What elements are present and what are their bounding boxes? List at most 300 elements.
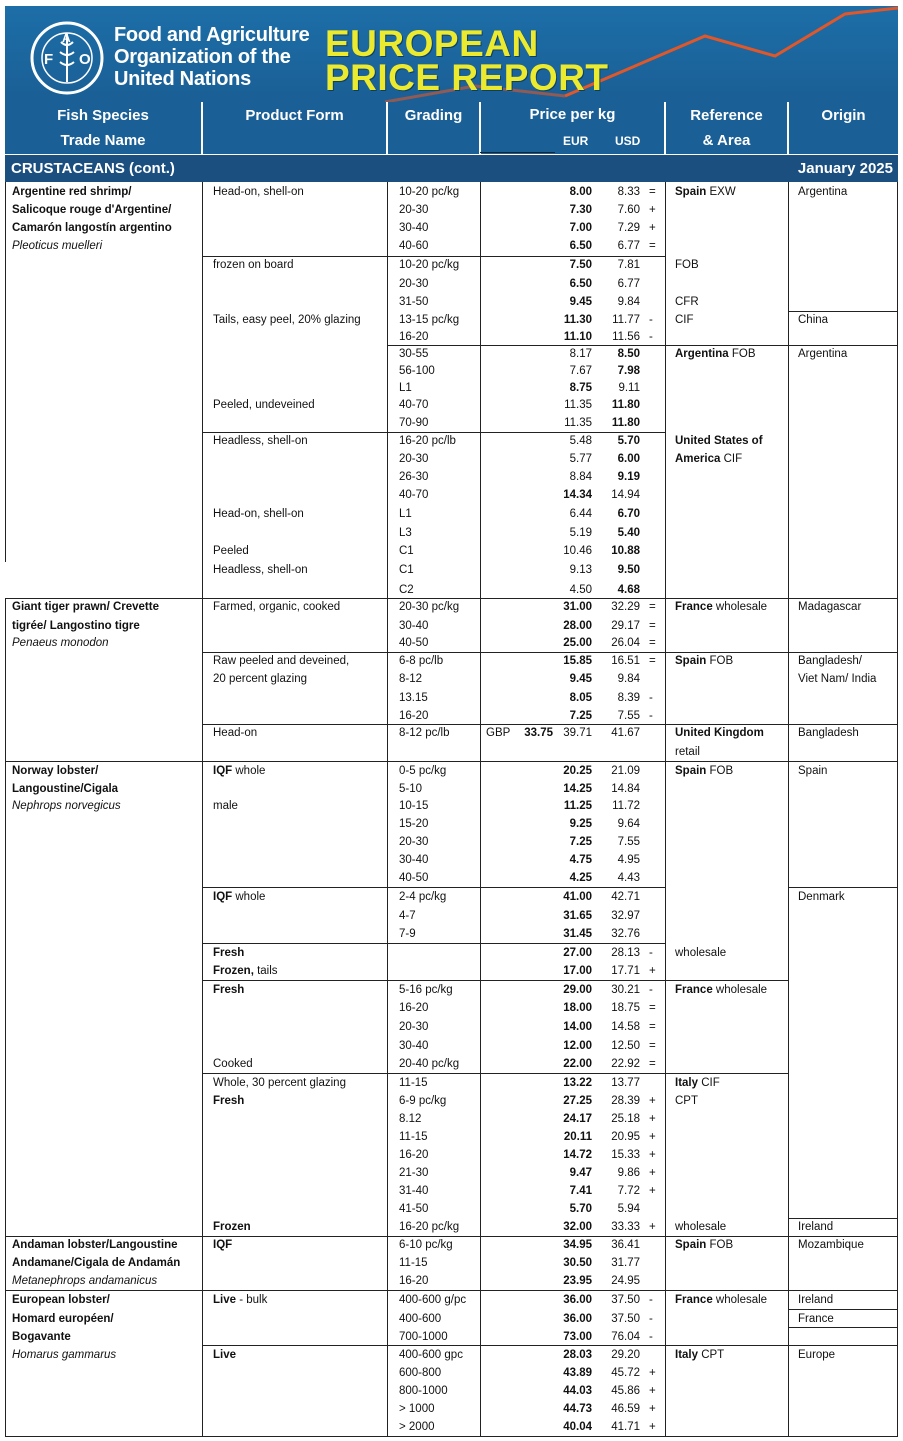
trend-marker: + — [649, 1221, 656, 1233]
price-usd: 32.29 — [611, 601, 640, 613]
price-eur: 44.73 — [563, 1403, 592, 1415]
price-usd: 11.77 — [612, 314, 640, 326]
grading: 8-12 — [399, 673, 423, 685]
price-usd: 41.67 — [611, 727, 640, 739]
product-form: Head-on — [213, 727, 258, 739]
product-form: Peeled — [213, 545, 249, 557]
grading: 6-10 pc/kg — [399, 1239, 453, 1251]
grading: 40-70 — [399, 489, 429, 501]
origin: Europe — [798, 1349, 836, 1361]
price-usd: 4.95 — [617, 854, 640, 866]
price-eur: 13.22 — [563, 1077, 592, 1089]
trend-marker: = — [649, 620, 656, 632]
price-eur: 11.10 — [563, 331, 592, 343]
species-name: Norway lobster/ — [12, 765, 99, 777]
price-eur: 31.00 — [563, 601, 592, 613]
price-eur: 4.50 — [569, 584, 592, 596]
grading: 30-40 — [399, 222, 429, 234]
price-usd: 20.95 — [611, 1131, 640, 1143]
price-eur: 25.00 — [563, 637, 592, 649]
species-name: Salicoque rouge d'Argentine/ — [12, 204, 172, 216]
species-name: Homard européen/ — [12, 1313, 114, 1325]
product-form: IQF whole — [213, 765, 266, 777]
price-eur: 11.35 — [564, 399, 592, 411]
price-eur: 73.00 — [563, 1331, 592, 1343]
grading: 2-4 pc/kg — [399, 891, 447, 903]
price-usd: 6.77 — [617, 278, 640, 290]
grading: 600-800 — [399, 1367, 442, 1379]
price-eur: 43.89 — [563, 1367, 592, 1379]
price-eur: 9.47 — [569, 1167, 592, 1179]
reference-area: CPT — [675, 1095, 698, 1107]
trend-marker: - — [649, 314, 653, 326]
price-eur: 32.00 — [563, 1221, 592, 1233]
grading: 6-9 pc/kg — [399, 1095, 447, 1107]
price-eur: 5.77 — [569, 453, 592, 465]
origin: Denmark — [798, 891, 845, 903]
price-usd: 7.81 — [617, 259, 640, 271]
report-banner — [5, 6, 898, 102]
price-usd: 45.86 — [611, 1385, 640, 1397]
price-usd: 18.75 — [611, 1002, 640, 1014]
reference-area: FOB — [675, 259, 699, 271]
price-eur: 7.67 — [569, 365, 592, 377]
grading: L3 — [399, 527, 412, 539]
product-form: Peeled, undeveined — [213, 399, 315, 411]
product-form: IQF — [213, 1239, 233, 1251]
price-eur: 36.00 — [563, 1313, 592, 1325]
trend-marker: = — [649, 186, 656, 198]
grading: 700-1000 — [399, 1331, 448, 1343]
product-form: Head-on, shell-on — [213, 508, 304, 520]
price-usd: 9.50 — [617, 564, 640, 576]
price-eur: 8.75 — [569, 382, 592, 394]
species-name: Bogavante — [12, 1331, 71, 1343]
header-origin: Origin — [821, 107, 866, 124]
trend-marker: + — [649, 1367, 656, 1379]
price-usd: 6.00 — [617, 453, 640, 465]
species-name: Camarón langostín argentino — [12, 222, 172, 234]
trend-marker: + — [649, 965, 656, 977]
price-eur: 9.45 — [569, 673, 592, 685]
product-form: Live - bulk — [213, 1294, 268, 1306]
price-eur: 14.25 — [563, 783, 592, 795]
grading: 11-15 — [399, 1257, 428, 1269]
price-eur: 14.34 — [563, 489, 592, 501]
reference-area: America CIF — [675, 453, 743, 465]
header-reference: Reference — [690, 107, 763, 124]
grading: 70-90 — [399, 417, 429, 429]
grading: 30-40 — [399, 1040, 429, 1052]
price-eur: 9.25 — [569, 818, 592, 830]
origin: Argentina — [798, 348, 848, 360]
reference-area: CIF — [675, 314, 694, 326]
price-usd: 29.20 — [611, 1349, 640, 1361]
price-eur: 10.46 — [563, 545, 592, 557]
price-usd: 45.72 — [611, 1367, 640, 1379]
origin: Argentina — [798, 186, 848, 198]
price-usd: 4.68 — [617, 584, 640, 596]
price-usd: 9.84 — [617, 296, 640, 308]
price-usd: 4.43 — [617, 872, 640, 884]
grading: 20-30 — [399, 278, 429, 290]
price-usd: 25.18 — [611, 1113, 640, 1125]
price-eur: 17.00 — [563, 965, 592, 977]
price-usd: 41.71 — [611, 1421, 640, 1433]
reference-area: Spain EXW — [675, 186, 736, 198]
trend-marker: + — [649, 1095, 656, 1107]
price-usd: 7.55 — [617, 710, 640, 722]
trend-marker: = — [649, 655, 656, 667]
org-name-line3: United Nations — [114, 68, 251, 90]
product-form: Fresh — [213, 1095, 245, 1107]
grading: 20-30 — [399, 836, 429, 848]
price-usd: 37.50 — [611, 1313, 640, 1325]
price-eur: 8.00 — [569, 186, 592, 198]
price-usd: 22.92 — [611, 1058, 640, 1070]
price-usd: 33.33 — [611, 1221, 640, 1233]
price-eur: 7.00 — [569, 222, 592, 234]
price-eur: 8.05 — [569, 692, 592, 704]
price-usd: 9.19 — [617, 471, 640, 483]
grading: 21-30 — [399, 1167, 429, 1179]
price-usd: 5.94 — [617, 1203, 640, 1215]
svg-text:A: A — [62, 31, 71, 45]
section-bar — [5, 155, 898, 182]
grading: 10-15 — [399, 800, 429, 812]
price-usd: 76.04 — [611, 1331, 640, 1343]
price-eur: 11.35 — [564, 417, 592, 429]
origin: Ireland — [798, 1221, 834, 1233]
reference-area: United States of — [675, 435, 763, 447]
price-eur: 9.45 — [569, 296, 592, 308]
price-usd: 9.84 — [617, 673, 640, 685]
header-area: & Area — [702, 132, 751, 149]
origin: France — [798, 1313, 834, 1325]
price-usd: 6.70 — [617, 508, 640, 520]
reference-area: retail — [675, 746, 700, 758]
grading: 400-600 — [399, 1313, 442, 1325]
grading: 40-70 — [399, 399, 429, 411]
price-usd: 7.72 — [617, 1185, 640, 1197]
grading: 13-15 pc/kg — [399, 314, 460, 326]
trend-marker: + — [649, 1131, 656, 1143]
report-title-line1: EUROPEAN — [325, 23, 539, 64]
price-eur: 29.00 — [563, 984, 592, 996]
product-form: IQF whole — [213, 891, 266, 903]
price-eur: 34.95 — [563, 1239, 592, 1251]
product-form: Tails, easy peel, 20% glazing — [213, 314, 361, 326]
price-eur: 27.25 — [563, 1095, 592, 1107]
header-product-form: Product Form — [245, 107, 344, 124]
price-usd: 7.29 — [617, 222, 640, 234]
org-name-line1: Food and Agriculture — [114, 24, 310, 46]
grading: 40-50 — [399, 637, 429, 649]
price-eur: 20.25 — [563, 765, 592, 777]
reference-area: Spain FOB — [675, 765, 734, 777]
grading: 0-5 pc/kg — [399, 765, 447, 777]
trend-marker: - — [649, 947, 653, 959]
price-usd: 10.88 — [611, 545, 640, 557]
grading: > 1000 — [399, 1403, 435, 1415]
price-eur: 5.19 — [569, 527, 592, 539]
price-usd: 7.98 — [617, 365, 640, 377]
species-name: Metanephrops andamanicus — [12, 1275, 158, 1287]
price-usd: 32.97 — [611, 910, 640, 922]
price-eur: 31.65 — [563, 910, 592, 922]
price-usd: 13.77 — [611, 1077, 640, 1089]
trend-marker: = — [649, 601, 656, 613]
grading: 16-20 — [399, 1275, 429, 1287]
reference-area: Spain FOB — [675, 1239, 734, 1251]
grading: 16-20 pc/kg — [399, 1221, 460, 1233]
price-usd: 37.50 — [611, 1294, 640, 1306]
price-eur: 8.84 — [569, 471, 592, 483]
trend-marker: = — [649, 637, 656, 649]
price-usd: 14.58 — [611, 1021, 640, 1033]
grading: 10-20 pc/kg — [399, 186, 460, 198]
grading: 30-55 — [399, 348, 429, 360]
grading: 10-20 pc/kg — [399, 259, 460, 271]
grading: 11-15 — [399, 1077, 428, 1089]
price-usd: 29.17 — [611, 620, 640, 632]
svg-text:O: O — [79, 51, 91, 68]
origin: Bangladesh/ — [798, 655, 862, 667]
trend-marker: - — [649, 331, 653, 343]
price-usd: 46.59 — [611, 1403, 640, 1415]
trend-marker: + — [649, 1113, 656, 1125]
product-form: Whole, 30 percent glazing — [213, 1077, 346, 1089]
price-usd: 11.80 — [611, 417, 640, 429]
header-grading: Grading — [404, 107, 463, 124]
species-name: Andamane/Cigala de Andamán — [12, 1257, 181, 1269]
price-eur: 36.00 — [563, 1294, 592, 1306]
price-usd: 5.70 — [617, 435, 640, 447]
species-name: Homarus gammarus — [12, 1349, 117, 1361]
species-name: Argentine red shrimp/ — [12, 186, 132, 198]
product-form: Headless, shell-on — [213, 564, 308, 576]
svg-text:F: F — [44, 51, 54, 68]
price-eur: 4.25 — [569, 872, 592, 884]
price-eur: 5.48 — [569, 435, 592, 447]
price-usd: 30.21 — [611, 984, 640, 996]
trend-marker: + — [649, 1403, 656, 1415]
price-eur: 14.72 — [563, 1149, 592, 1161]
price-eur: 27.00 — [563, 947, 592, 959]
price-eur: 18.00 — [563, 1002, 592, 1014]
price-eur: 28.03 — [563, 1349, 592, 1361]
grading: 20-30 — [399, 453, 429, 465]
reference-area: Italy CPT — [675, 1349, 725, 1361]
grading: 56-100 — [399, 365, 435, 377]
trend-marker: = — [649, 1040, 656, 1052]
price-usd: 28.39 — [611, 1095, 640, 1107]
price-usd: 11.72 — [612, 800, 640, 812]
trend-marker: + — [649, 1185, 656, 1197]
grading: 4-7 — [399, 910, 416, 922]
grading: L1 — [399, 508, 412, 520]
origin: Viet Nam/ India — [798, 673, 877, 685]
price-usd: 15.33 — [611, 1149, 640, 1161]
grading: L1 — [399, 382, 412, 394]
grading: 400-600 g/pc — [399, 1294, 467, 1306]
grading: C1 — [399, 545, 414, 557]
reference-area: United Kingdom — [675, 727, 764, 739]
trend-marker: = — [649, 1002, 656, 1014]
price-usd: 32.76 — [611, 928, 640, 940]
price-eur: 28.00 — [563, 620, 592, 632]
grading: 31-40 — [399, 1185, 429, 1197]
price-eur: 24.17 — [563, 1113, 592, 1125]
price-usd: 5.40 — [617, 527, 640, 539]
reference-area: wholesale — [675, 1221, 727, 1233]
grading: 16-20 — [399, 1002, 429, 1014]
product-form: Frozen, tails — [213, 965, 278, 977]
price-eur: 7.25 — [569, 836, 592, 848]
price-usd: 7.55 — [617, 836, 640, 848]
price-eur: 6.44 — [569, 508, 592, 520]
price-usd: 17.71 — [611, 965, 640, 977]
product-form: Head-on, shell-on — [213, 186, 304, 198]
section-title: CRUSTACEANS (cont.) — [11, 160, 175, 177]
price-usd: 6.77 — [617, 240, 640, 252]
product-form: male — [213, 800, 238, 812]
price-usd: 11.80 — [611, 399, 640, 411]
trend-marker: + — [649, 1149, 656, 1161]
product-form: Frozen — [213, 1221, 251, 1233]
table-header — [5, 102, 898, 154]
price-eur: 39.71 — [563, 727, 592, 739]
grading: 41-50 — [399, 1203, 429, 1215]
origin: China — [798, 314, 829, 326]
grading: 26-30 — [399, 471, 429, 483]
grading: 16-20 — [399, 331, 429, 343]
species-name: tigrée/ Langostino tigre — [12, 620, 140, 632]
price-eur: 23.95 — [563, 1275, 592, 1287]
grading: 20-30 — [399, 204, 429, 216]
price-eur: 14.00 — [563, 1021, 592, 1033]
price-usd: 11.56 — [612, 331, 640, 343]
price-usd: 9.11 — [618, 382, 640, 394]
price-eur: 5.70 — [569, 1203, 592, 1215]
grading: 16-20 — [399, 1149, 429, 1161]
product-form: Fresh — [213, 984, 245, 996]
price-eur: 15.85 — [563, 655, 592, 667]
price-usd: 7.60 — [617, 204, 640, 216]
price-usd: 8.50 — [617, 348, 640, 360]
price-eur: 7.50 — [569, 259, 592, 271]
grading: 20-30 — [399, 1021, 429, 1033]
trend-marker: = — [649, 1058, 656, 1070]
trend-marker: = — [649, 240, 656, 252]
species-name: Pleoticus muelleri — [12, 240, 103, 252]
species-name: Nephrops norvegicus — [12, 800, 121, 812]
grading: C1 — [399, 564, 414, 576]
price-eur: 44.03 — [563, 1385, 592, 1397]
grading: 11-15 — [399, 1131, 428, 1143]
grading: > 2000 — [399, 1421, 435, 1433]
grading: 15-20 — [399, 818, 429, 830]
header-trade-name: Trade Name — [60, 132, 146, 149]
header-fish-species: Fish Species — [57, 107, 149, 124]
grading: 13.15 — [399, 692, 428, 704]
trend-marker: + — [649, 1385, 656, 1397]
price-eur: 11.25 — [563, 800, 592, 812]
reference-area: Argentina FOB — [675, 348, 756, 360]
product-form: Farmed, organic, cooked — [213, 601, 341, 613]
species-name: Giant tiger prawn/ Crevette — [12, 601, 159, 613]
price-eur: 6.50 — [569, 278, 592, 290]
org-name-line2: Organization of the — [114, 46, 291, 68]
trend-marker: = — [649, 1021, 656, 1033]
price-usd: 21.09 — [611, 765, 640, 777]
price-eur: 20.11 — [563, 1131, 592, 1143]
grading: 5-10 — [399, 783, 423, 795]
grading: 40-60 — [399, 240, 429, 252]
price-usd: 26.04 — [611, 637, 640, 649]
price-usd: 8.39 — [617, 692, 640, 704]
price-eur: 41.00 — [563, 891, 592, 903]
species-name: European lobster/ — [12, 1294, 110, 1306]
species-name: Penaeus monodon — [12, 637, 109, 649]
price-eur: 40.04 — [563, 1421, 592, 1433]
grading: C2 — [399, 584, 414, 596]
price-eur: 4.75 — [569, 854, 592, 866]
gbp-label: GBP — [486, 727, 511, 739]
species-name: Andaman lobster/Langoustine — [12, 1239, 178, 1251]
grading: 7-9 — [399, 928, 416, 940]
trend-marker: + — [649, 222, 656, 234]
grading: 16-20 — [399, 710, 429, 722]
trend-marker: - — [649, 1294, 653, 1306]
grading: 31-50 — [399, 296, 429, 308]
product-form: Fresh — [213, 947, 245, 959]
price-eur: 7.25 — [569, 710, 592, 722]
origin: Mozambique — [798, 1239, 864, 1251]
species-name: Langoustine/Cigala — [12, 783, 119, 795]
product-form: Headless, shell-on — [213, 435, 308, 447]
origin: Ireland — [798, 1294, 834, 1306]
section-date: January 2025 — [797, 160, 893, 177]
price-usd: 14.94 — [611, 489, 640, 501]
grading: 5-16 pc/kg — [399, 984, 453, 996]
price-usd: 24.95 — [611, 1275, 640, 1287]
price-eur: 30.50 — [563, 1257, 592, 1269]
header-price: Price per kg — [529, 106, 616, 123]
reference-area: France wholesale — [675, 601, 768, 613]
grading: 6-8 pc/lb — [399, 655, 444, 667]
price-eur: 6.50 — [569, 240, 592, 252]
reference-area: Spain FOB — [675, 655, 734, 667]
reference-area: Italy CIF — [675, 1077, 720, 1089]
origin: Spain — [798, 765, 828, 777]
grading: 400-600 gpc — [399, 1349, 463, 1361]
trend-marker: - — [649, 1331, 653, 1343]
trend-marker: - — [649, 1313, 653, 1325]
report-title-line2: PRICE REPORT — [325, 57, 609, 98]
product-form: Raw peeled and deveined, — [213, 655, 350, 667]
grading: 8.12 — [399, 1113, 422, 1125]
grading: 8-12 pc/lb — [399, 727, 450, 739]
grading: 800-1000 — [399, 1385, 448, 1397]
price-usd: 8.33 — [617, 186, 640, 198]
price-usd: 28.13 — [611, 947, 640, 959]
price-usd: 9.64 — [617, 818, 640, 830]
reference-area: wholesale — [675, 947, 727, 959]
reference-area: CFR — [675, 296, 699, 308]
trend-marker: + — [649, 204, 656, 216]
price-eur: 11.30 — [563, 314, 592, 326]
